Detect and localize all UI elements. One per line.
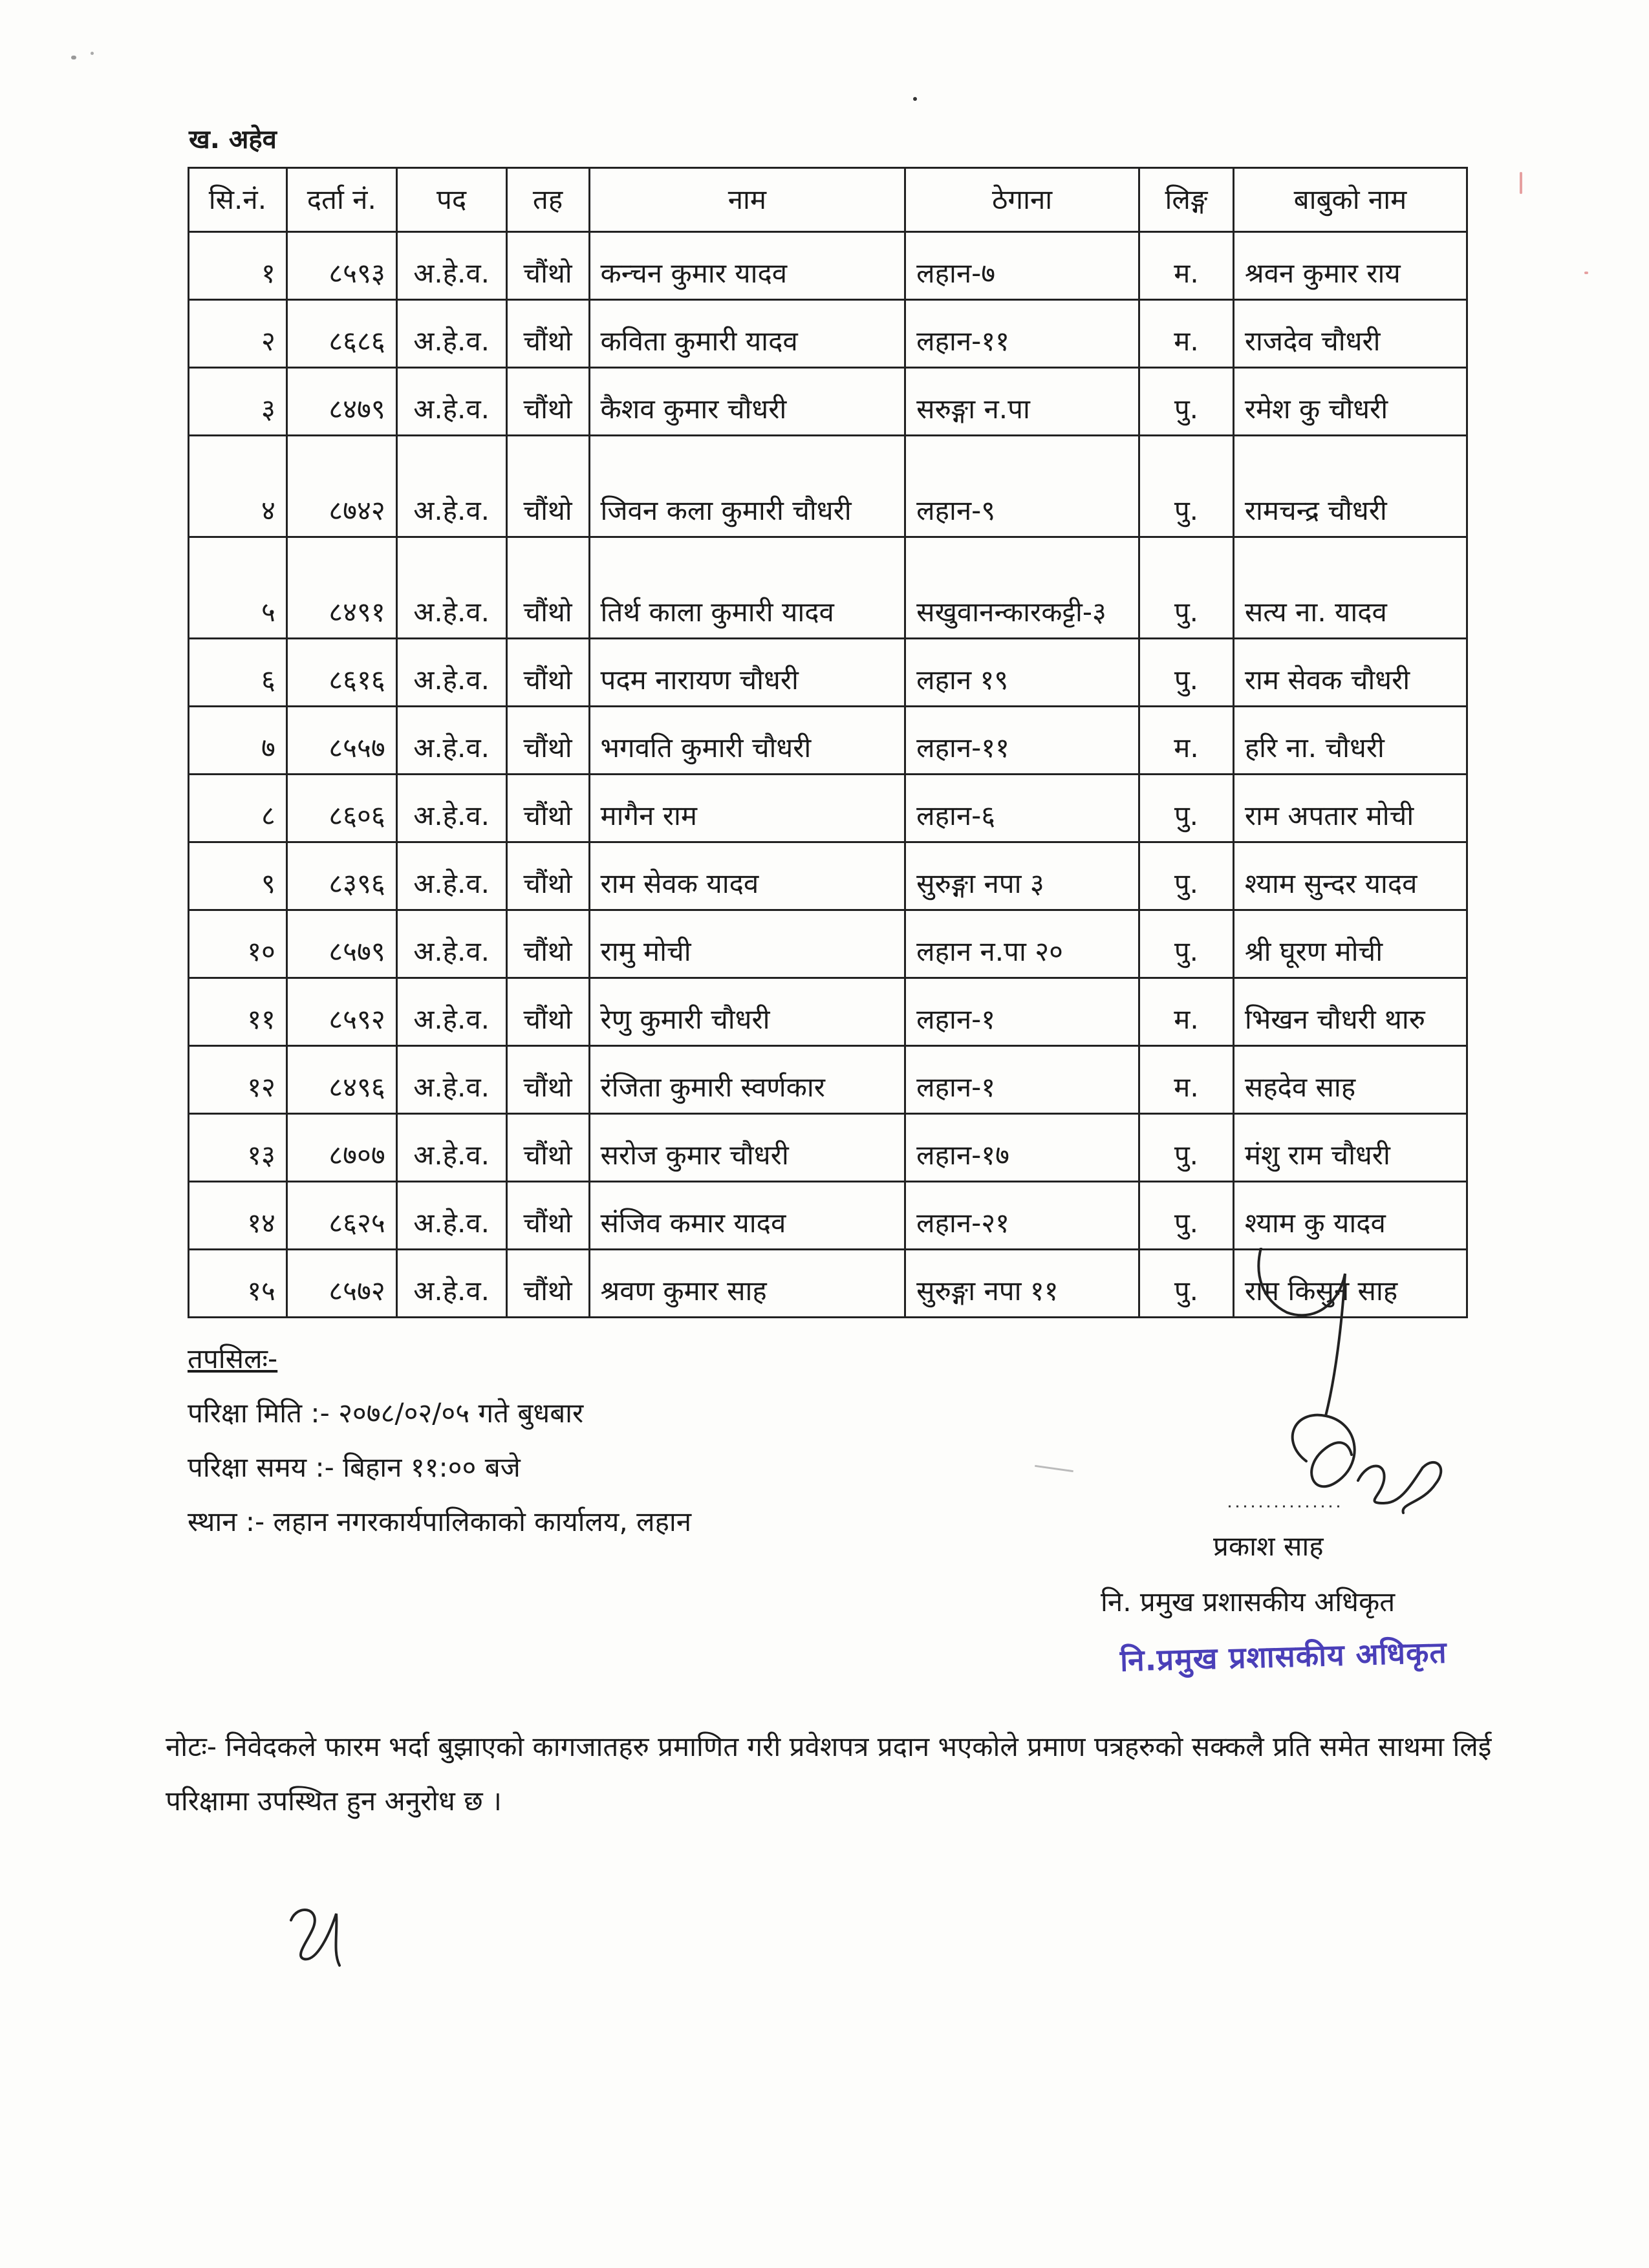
- cell-level: चौंथो: [506, 1046, 589, 1114]
- cell-father-name: भिखन चौधरी थारु: [1233, 978, 1467, 1046]
- table-row: [189, 232, 1467, 300]
- cell-level: चौंथो: [506, 300, 589, 368]
- cell-registration: ८४७९: [286, 368, 396, 436]
- cell-father-name: श्याम सुन्दर यादव: [1233, 842, 1467, 910]
- cell-gender: म.: [1139, 978, 1234, 1046]
- cell-registration: ८३९६: [286, 842, 396, 910]
- table-row: [189, 368, 1467, 436]
- cell-address: लहान १९: [905, 639, 1139, 707]
- cell-registration: ८४९१: [286, 537, 396, 639]
- header-address: ठेगाना: [905, 168, 1139, 232]
- cell-registration: ८७४२: [286, 436, 396, 537]
- signatory-name: प्रकाश साह: [1213, 1530, 1324, 1562]
- cell-level: चौंथो: [506, 368, 589, 436]
- cell-level: चौंथो: [506, 436, 589, 537]
- table-row: [189, 1046, 1467, 1114]
- cell-address: लहान-६: [905, 775, 1139, 842]
- cell-address: लहान-१७: [905, 1114, 1139, 1182]
- table-row: [189, 300, 1467, 368]
- cell-level: चौंथो: [506, 537, 589, 639]
- header-registration: दर्ता नं.: [286, 168, 396, 232]
- cell-post: अ.हे.व.: [396, 368, 506, 436]
- table-row: [189, 436, 1467, 537]
- cell-address: सखुवानन्कारकट्टी-३: [905, 537, 1139, 639]
- cell-registration: ८६२५: [286, 1182, 396, 1250]
- table-header-row: [189, 168, 1467, 232]
- cell-name: राम सेवक यादव: [589, 842, 905, 910]
- handwritten-page-mark: [278, 1894, 356, 1972]
- cell-father-name: श्याम कु यादव: [1233, 1182, 1467, 1250]
- cell-serial: ६: [189, 639, 287, 707]
- cell-address: लहान-१: [905, 978, 1139, 1046]
- cell-serial: ४: [189, 436, 287, 537]
- scan-speck: [913, 97, 917, 101]
- cell-name: संजिव कमार यादव: [589, 1182, 905, 1250]
- cell-father-name: रामचन्द्र चौधरी: [1233, 436, 1467, 537]
- cell-post: अ.हे.व.: [396, 842, 506, 910]
- header-level: तह: [506, 168, 589, 232]
- cell-address: लहान-२१: [905, 1182, 1139, 1250]
- cell-level: चौंथो: [506, 842, 589, 910]
- cell-level: चौंथो: [506, 639, 589, 707]
- cell-father-name: मंशु राम चौधरी: [1233, 1114, 1467, 1182]
- table-row: [189, 1182, 1467, 1250]
- cell-serial: १: [189, 232, 287, 300]
- cell-post: अ.हे.व.: [396, 707, 506, 775]
- cell-father-name: सहदेव साह: [1233, 1046, 1467, 1114]
- cell-gender: पु.: [1139, 775, 1234, 842]
- table-row: [189, 639, 1467, 707]
- exam-details: [188, 1332, 691, 1549]
- exam-venue: स्थान :- लहान नगरकार्यपालिकाको कार्यालय, लहान: [188, 1506, 692, 1537]
- official-stamp: नि.प्रमुख प्रशासकीय अधिकृत: [1119, 1634, 1448, 1678]
- cell-serial: ३: [189, 368, 287, 436]
- cell-gender: पु.: [1139, 842, 1234, 910]
- cell-address: लहान न.पा २०: [905, 910, 1139, 978]
- cell-serial: १२: [189, 1046, 287, 1114]
- cell-father-name: राजदेव चौधरी: [1233, 300, 1467, 368]
- cell-post: अ.हे.व.: [396, 1114, 506, 1182]
- cell-address: लहान-९: [905, 436, 1139, 537]
- cell-level: चौंथो: [506, 1114, 589, 1182]
- cell-address: लहान-१: [905, 1046, 1139, 1114]
- cell-name: सरोज कुमार चौधरी: [589, 1114, 905, 1182]
- cell-post: अ.हे.व.: [396, 436, 506, 537]
- cell-registration: ८७०७: [286, 1114, 396, 1182]
- cell-serial: १०: [189, 910, 287, 978]
- cell-name: भगवति कुमारी चौधरी: [589, 707, 905, 775]
- cell-name: जिवन कला कुमारी चौधरी: [589, 436, 905, 537]
- scan-speck: [91, 52, 94, 55]
- table-row: [189, 707, 1467, 775]
- cell-gender: पु.: [1139, 1182, 1234, 1250]
- cell-serial: १४: [189, 1182, 287, 1250]
- cell-level: चौंथो: [506, 1250, 589, 1318]
- cell-name: रामु मोची: [589, 910, 905, 978]
- cell-post: अ.हे.व.: [396, 232, 506, 300]
- cell-post: अ.हे.व.: [396, 639, 506, 707]
- cell-serial: ८: [189, 775, 287, 842]
- cell-father-name: श्रवन कुमार राय: [1233, 232, 1467, 300]
- cell-address: लहान-११: [905, 300, 1139, 368]
- cell-serial: ९: [189, 842, 287, 910]
- cell-name: कविता कुमारी यादव: [589, 300, 905, 368]
- cell-address: लहान-११: [905, 707, 1139, 775]
- cell-registration: ८४९६: [286, 1046, 396, 1114]
- exam-date: परिक्षा मिति :- २०७८/०२/०५ गते बुधबार: [188, 1397, 584, 1429]
- cell-level: चौंथो: [506, 775, 589, 842]
- cell-father-name: राम सेवक चौधरी: [1233, 639, 1467, 707]
- scan-speck: [1035, 1465, 1073, 1472]
- cell-post: अ.हे.व.: [396, 537, 506, 639]
- cell-name: पदम नारायण चौधरी: [589, 639, 905, 707]
- header-post: पद: [396, 168, 506, 232]
- cell-address: सुरुङ्गा नपा ३: [905, 842, 1139, 910]
- cell-address: लहान-७: [905, 232, 1139, 300]
- cell-father-name: राम किसुन साह: [1233, 1250, 1467, 1318]
- cell-level: चौंथो: [506, 910, 589, 978]
- cell-gender: म.: [1139, 232, 1234, 300]
- scan-speck: [1520, 172, 1522, 194]
- cell-level: चौंथो: [506, 232, 589, 300]
- header-serial: सि.नं.: [189, 168, 287, 232]
- scan-speck: [1584, 272, 1588, 274]
- header-father-name: बाबुको नाम: [1233, 168, 1467, 232]
- handwritten-signature: [1229, 1248, 1461, 1571]
- cell-gender: पु.: [1139, 537, 1234, 639]
- cell-gender: म.: [1139, 1046, 1234, 1114]
- table-row: [189, 842, 1467, 910]
- table-row: [189, 775, 1467, 842]
- cell-registration: ८६१६: [286, 639, 396, 707]
- cell-address: सुरुङ्गा नपा ११: [905, 1250, 1139, 1318]
- cell-name: कैशव कुमार चौधरी: [589, 368, 905, 436]
- cell-level: चौंथो: [506, 1182, 589, 1250]
- cell-name: मागैन राम: [589, 775, 905, 842]
- signatory-title: नि. प्रमुख प्रशासकीय अधिकृत: [1101, 1586, 1396, 1618]
- cell-level: चौंथो: [506, 707, 589, 775]
- cell-level: चौंथो: [506, 978, 589, 1046]
- candidate-table: [188, 167, 1468, 1318]
- cell-name: श्रवण कुमार साह: [589, 1250, 905, 1318]
- cell-registration: ८५९३: [286, 232, 396, 300]
- cell-post: अ.हे.व.: [396, 1046, 506, 1114]
- cell-registration: ८५९२: [286, 978, 396, 1046]
- cell-serial: ११: [189, 978, 287, 1046]
- cell-serial: १३: [189, 1114, 287, 1182]
- cell-father-name: श्री घूरण मोची: [1233, 910, 1467, 978]
- cell-gender: म.: [1139, 300, 1234, 368]
- section-title: ख. अहेव: [189, 125, 277, 155]
- cell-name: तिर्थ काला कुमारी यादव: [589, 537, 905, 639]
- cell-father-name: रमेश कु चौधरी: [1233, 368, 1467, 436]
- cell-post: अ.हे.व.: [396, 978, 506, 1046]
- scan-speck: [71, 56, 76, 59]
- cell-post: अ.हे.व.: [396, 775, 506, 842]
- cell-serial: २: [189, 300, 287, 368]
- table-row: [189, 978, 1467, 1046]
- table-row: [189, 910, 1467, 978]
- cell-gender: पु.: [1139, 910, 1234, 978]
- cell-post: अ.हे.व.: [396, 1250, 506, 1318]
- cell-post: अ.हे.व.: [396, 300, 506, 368]
- cell-name: रेणु कुमारी चौधरी: [589, 978, 905, 1046]
- cell-registration: ८५७९: [286, 910, 396, 978]
- cell-name: रंजिता कुमारी स्वर्णकार: [589, 1046, 905, 1114]
- note-paragraph: नोटः- निवेदकले फारम भर्दा बुझाएको कागजातहरु प्रमाणित गरी प्रवेशपत्र प्रदान भएकोले प्रमाण पत्रहरुको सक्कलै प्रति समेत साथमा लिई परिक्षामा उपस्थित हुन अनुरोध छ ।: [166, 1731, 1492, 1817]
- cell-serial: ७: [189, 707, 287, 775]
- cell-name: कन्चन कुमार यादव: [589, 232, 905, 300]
- cell-registration: ८६०६: [286, 775, 396, 842]
- cell-serial: १५: [189, 1250, 287, 1318]
- cell-father-name: सत्य ना. यादव: [1233, 537, 1467, 639]
- cell-address: सरुङ्गा न.पा: [905, 368, 1139, 436]
- cell-gender: म.: [1139, 707, 1234, 775]
- cell-father-name: हरि ना. चौधरी: [1233, 707, 1467, 775]
- cell-registration: ८६८६: [286, 300, 396, 368]
- cell-registration: ८५७२: [286, 1250, 396, 1318]
- cell-post: अ.हे.व.: [396, 910, 506, 978]
- cell-gender: पु.: [1139, 1114, 1234, 1182]
- table-row: [189, 537, 1467, 639]
- cell-registration: ८५५७: [286, 707, 396, 775]
- exam-time: परिक्षा समय :- बिहान ११:०० बजे: [188, 1451, 521, 1483]
- header-gender: लिङ्ग: [1139, 168, 1234, 232]
- cell-gender: पु.: [1139, 639, 1234, 707]
- cell-gender: पु.: [1139, 436, 1234, 537]
- cell-father-name: राम अपतार मोची: [1233, 775, 1467, 842]
- header-name: नाम: [589, 168, 905, 232]
- cell-gender: पु.: [1139, 1250, 1234, 1318]
- cell-serial: ५: [189, 537, 287, 639]
- details-heading: तपसिलः-: [188, 1343, 278, 1375]
- cell-post: अ.हे.व.: [396, 1182, 506, 1250]
- table-row: [189, 1114, 1467, 1182]
- cell-gender: पु.: [1139, 368, 1234, 436]
